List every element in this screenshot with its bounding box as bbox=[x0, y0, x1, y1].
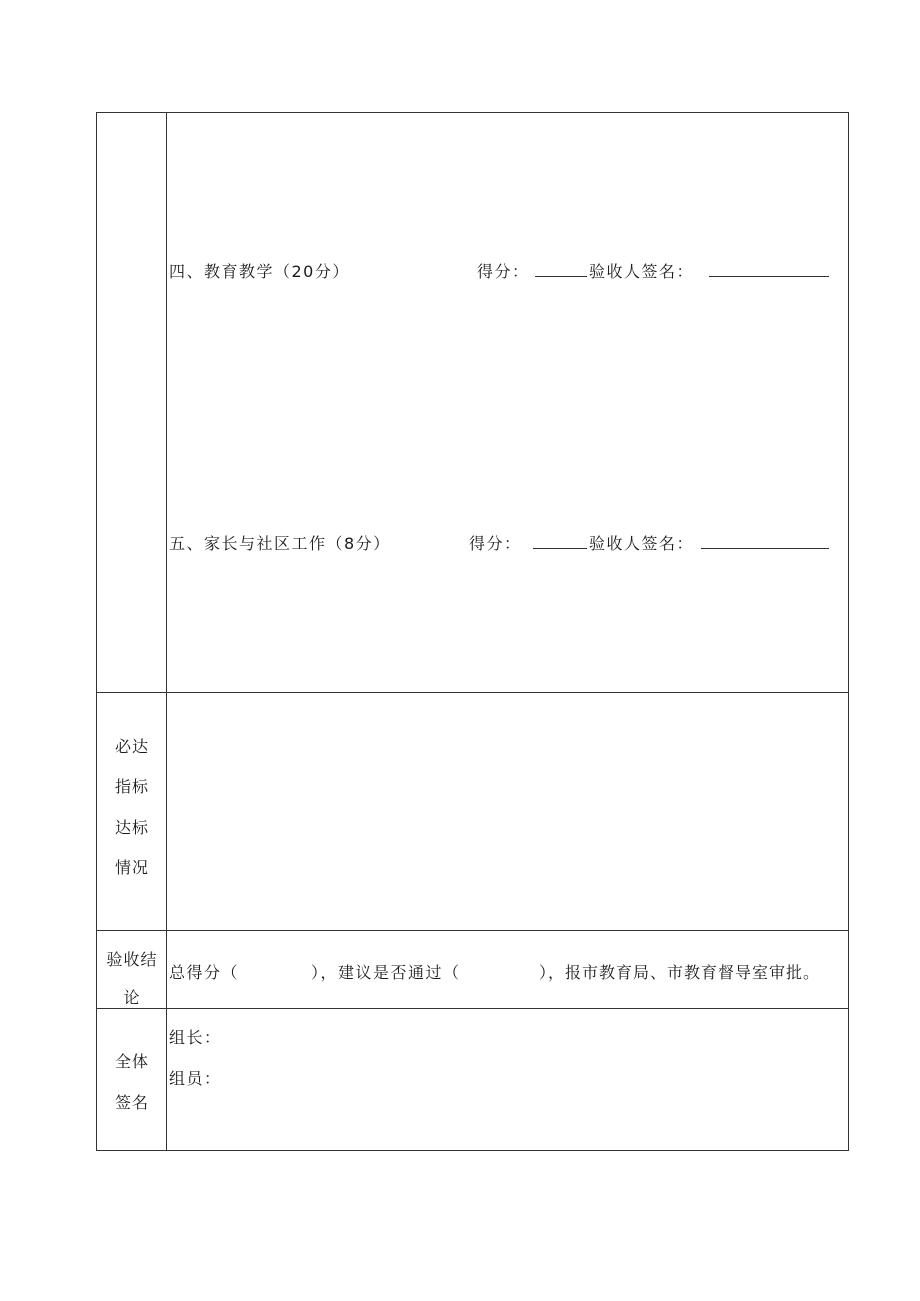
signatures-label-line: 签名 bbox=[114, 1093, 149, 1112]
row-required-indicators bbox=[97, 693, 848, 931]
indicators-label-line: 情况 bbox=[114, 858, 149, 877]
row-section-scores bbox=[97, 113, 848, 693]
score-blank[interactable] bbox=[533, 548, 587, 549]
team-leader-label: 组长： bbox=[169, 1028, 222, 1047]
section-title: 五、家长与社区工作（8分） bbox=[169, 534, 391, 553]
empty-label-cell bbox=[97, 113, 167, 692]
signatures-label-cell bbox=[97, 1009, 167, 1150]
suggest-pass-label: ），建议是否通过（ bbox=[311, 963, 461, 982]
signatures-content-cell bbox=[167, 1009, 848, 1150]
indicators-label-cell bbox=[97, 693, 167, 930]
indicators-label-line: 指标 bbox=[114, 777, 149, 796]
section-title: 四、教育教学（20分） bbox=[169, 262, 350, 281]
row-acceptance-conclusion bbox=[97, 931, 848, 1009]
signer-blank[interactable] bbox=[709, 276, 829, 277]
approval-text: ），报市教育局、市教育督导室审批。 bbox=[539, 963, 821, 982]
total-score-label: 总得分（ bbox=[169, 963, 240, 982]
signer-label: 验收人签名： bbox=[589, 262, 695, 281]
acceptance-form-table bbox=[96, 112, 849, 1151]
indicators-label-line: 必达 bbox=[114, 737, 149, 756]
conclusion-label-line: 验收结 bbox=[106, 950, 158, 969]
conclusion-label-cell bbox=[97, 931, 167, 1008]
signer-label: 验收人签名： bbox=[589, 534, 695, 553]
signer-blank[interactable] bbox=[701, 548, 829, 549]
score-label: 得分： bbox=[469, 534, 522, 553]
indicators-label-line: 达标 bbox=[114, 818, 149, 837]
team-members-label: 组员： bbox=[169, 1069, 222, 1088]
signatures-label-line: 全体 bbox=[114, 1052, 149, 1071]
score-label: 得分： bbox=[477, 262, 530, 281]
conclusion-label-line: 论 bbox=[123, 988, 141, 1007]
section-scores-cell bbox=[167, 113, 848, 692]
row-all-signatures bbox=[97, 1009, 848, 1150]
conclusion-content-cell bbox=[167, 931, 848, 1008]
score-blank[interactable] bbox=[535, 276, 587, 277]
indicators-content-cell[interactable] bbox=[167, 693, 848, 930]
